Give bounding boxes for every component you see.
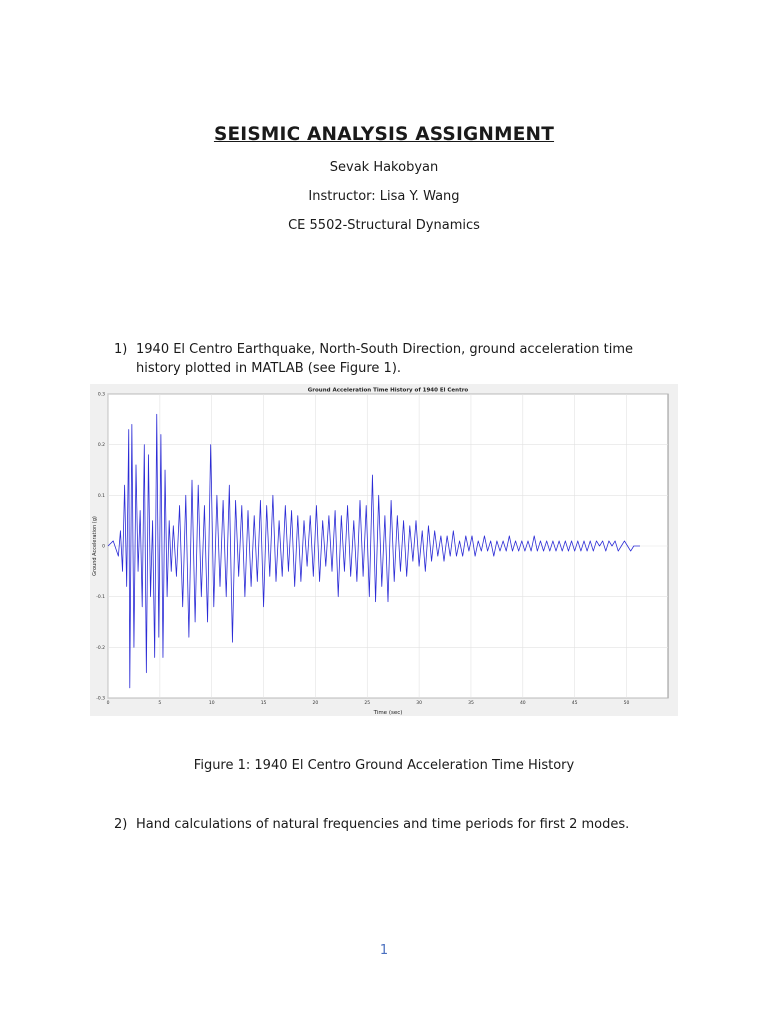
y-tick-label: 0.1: [97, 493, 105, 499]
x-tick-label: 35: [468, 701, 474, 706]
y-axis-label: Ground Acceleration (g): [92, 516, 98, 576]
figure-1: [90, 384, 678, 716]
list-item-number: 2): [114, 817, 128, 832]
x-tick-label: 0: [106, 701, 110, 706]
page-number: 1: [379, 943, 389, 958]
course-name: CE 5502-Structural Dynamics: [288, 218, 480, 233]
x-tick-label: 5: [158, 701, 162, 706]
x-axis-label: Time (sec): [373, 710, 403, 716]
y-tick-label: -0.2: [96, 645, 105, 651]
instructor-name: Instructor: Lisa Y. Wang: [308, 189, 460, 204]
x-tick-label: 25: [364, 701, 371, 706]
x-tick-label: 40: [519, 701, 526, 706]
chart-title: Ground Acceleration Time History of 1940 El Centro: [307, 387, 469, 394]
y-tick-label: 0.3: [97, 392, 105, 398]
x-tick-label: 30: [416, 701, 422, 706]
x-tick-label: 15: [260, 701, 267, 706]
list-item-text: Hand calculations of natural frequencies and time periods for first 2 modes.: [136, 817, 630, 832]
x-tick-label: 10: [208, 701, 215, 706]
list-item-text: 1940 El Centro Earthquake, North-South Direction, ground acceleration time history plotted in MATLAB (see Figure 1).: [136, 342, 634, 376]
document-title: SEISMIC ANALYSIS ASSIGNMENT: [213, 124, 555, 145]
x-tick-label: 45: [571, 701, 578, 706]
list-item-2: [114, 815, 654, 834]
figure-caption: Figure 1: 1940 El Centro Ground Acceleration Time History: [193, 758, 575, 773]
acceleration-chart: [90, 384, 678, 716]
x-tick-label: 20: [312, 701, 319, 706]
y-tick-label: -0.3: [96, 696, 105, 702]
x-tick-label: 50: [623, 701, 630, 706]
y-tick-label: 0: [102, 544, 105, 550]
author-name: Sevak Hakobyan: [329, 160, 439, 175]
list-item-1: [114, 340, 654, 378]
list-item-number: 1): [114, 342, 128, 357]
y-tick-label: -0.1: [96, 595, 105, 601]
y-tick-label: 0.2: [97, 443, 105, 449]
